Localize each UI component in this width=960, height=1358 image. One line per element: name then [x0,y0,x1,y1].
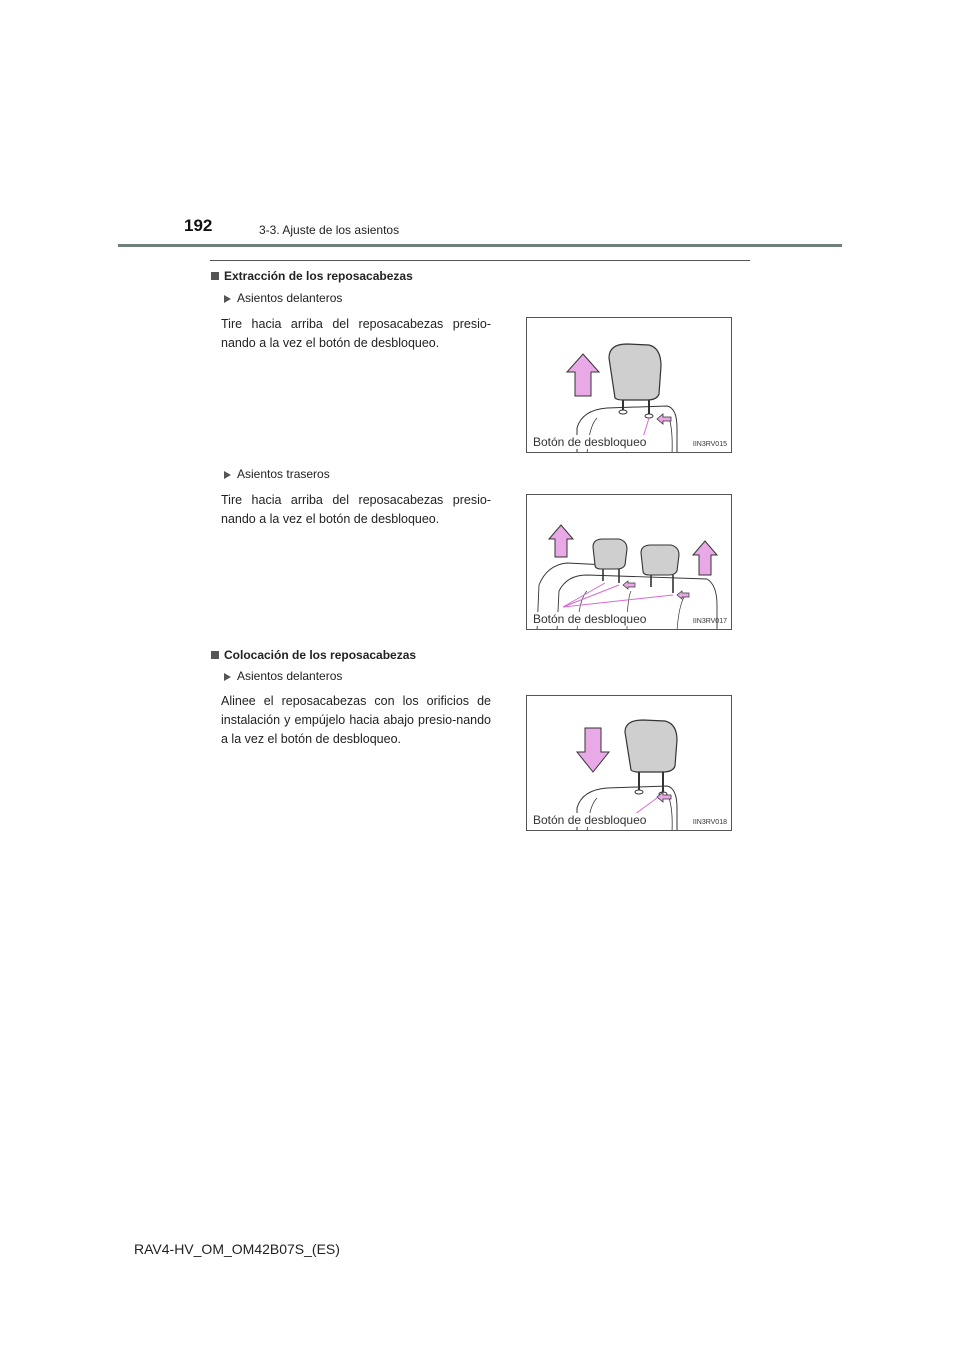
square-bullet-icon [211,272,219,280]
subheading-front-seats: Asientos delanteros [224,669,342,683]
section-title: 3-3. Ajuste de los asientos [259,223,400,237]
header-divider [118,244,842,247]
square-bullet-icon [211,651,219,659]
figure-caption: Botón de desbloqueo [533,612,647,626]
front-headrest-illustration [527,318,732,453]
page-number: 192 [184,216,213,235]
figure-front-headrest-installation [526,695,732,831]
figure-rear-headrest-removal [526,494,732,630]
front-headrest-install-illustration [527,696,732,831]
triangle-bullet-icon [224,471,231,479]
figure-caption: Botón de desbloqueo [533,435,647,449]
figure-front-headrest-removal [526,317,732,453]
instruction-text: Tire hacia arriba del reposacabezas presio-nando a la vez el botón de desbloqueo. [221,317,491,350]
content-divider [210,260,750,261]
subheading-front-seats: Asientos delanteros [224,291,342,305]
triangle-bullet-icon [224,673,231,681]
instruction-text: Tire hacia arriba del reposacabezas presio-nando a la vez el botón de desbloqueo. [221,493,491,526]
figure-code: IIN3RV018 [692,819,727,826]
document-code: RAV4-HV_OM_OM42B07S_(ES) [134,1241,340,1257]
figure-code: IIN3RV015 [692,441,727,448]
triangle-bullet-icon [224,295,231,303]
figure-caption: Botón de desbloqueo [533,813,647,827]
subheading-rear-seats: Asientos traseros [224,467,330,481]
section-heading-installation: Colocación de los reposacabezas [211,648,416,662]
figure-code: IIN3RV017 [692,618,727,625]
instruction-text: Alinee el reposacabezas con los orificios de instalación y empújelo hacia abajo presio-nando a la vez el botón de desbloqueo. [221,694,491,746]
rear-headrests-illustration [527,495,732,630]
section-heading-removal: Extracción de los reposacabezas [211,269,413,283]
